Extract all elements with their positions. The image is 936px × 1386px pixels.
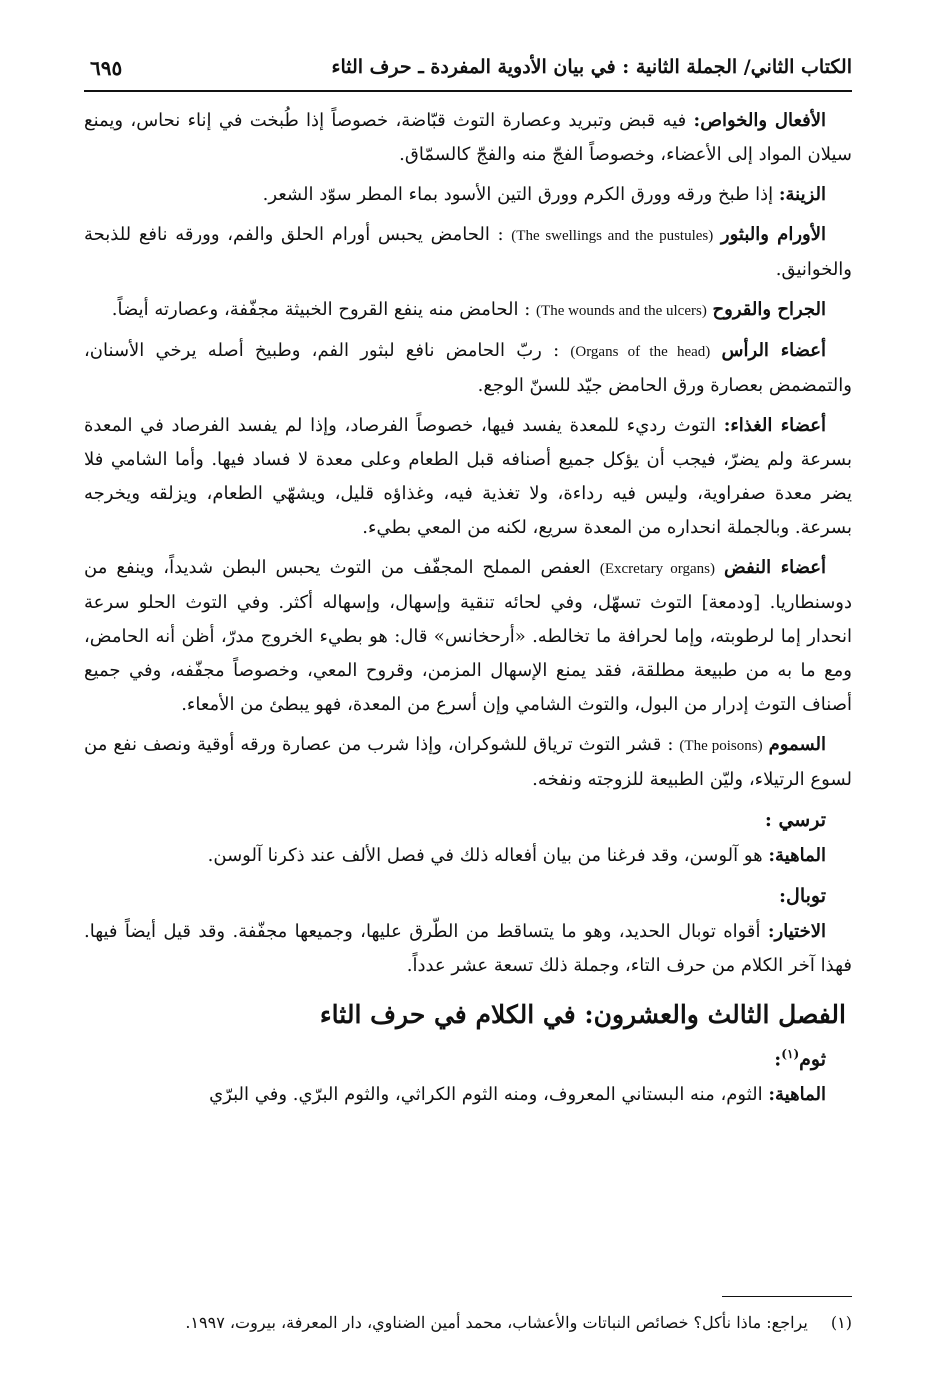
- paragraph-english-gloss: (Organs of the head): [570, 344, 711, 360]
- paragraph-text: : قشر التوث ترياق للشوكران، وإذا شرب من عصارة ورقه أوقية ونصف نفع من لسوع الرتيلاء، وليّن الطبيعة للزوجته ونفخه.: [84, 734, 852, 790]
- entry-heading-tarsi: ترسي :: [764, 809, 826, 831]
- paragraph-term: الأفعال والخواص:: [693, 110, 826, 131]
- footnote-text: يراجع: ماذا نأكل؟ خصائص النباتات والأعشاب، محمد أمين الضناوي، دار المعرفة، بيروت، ١٩٩٧.: [185, 1313, 808, 1332]
- paragraph-properties: [84, 104, 852, 172]
- paragraph-text: هو آلوسن، وقد فرغنا من بيان أفعاله ذلك في فصل الألف عند ذكرنا آلوسن.: [207, 845, 763, 866]
- paragraph-text: أقواه توبال الحديد، وهو ما يتساقط من الطّرق عليها، وجميعها مجفّفة. وقد قيل أيضاً فيها. فهذا آخر الكلام من حرف التاء، وجملة ذلك تسعة عشر عدداً.: [84, 921, 852, 976]
- paragraph-text: : الحامض يحبس أورام الحلق والفم، وورقه نافع للذبحة والخوانيق.: [84, 224, 852, 280]
- paragraph-excretory-organs: [84, 551, 852, 722]
- paragraph-english-gloss: (The wounds and the ulcers): [536, 303, 707, 319]
- book-page: [84, 48, 852, 1348]
- paragraph-wounds: [84, 293, 852, 328]
- paragraph-term: الاختيار:: [767, 921, 826, 942]
- page-header: [84, 48, 852, 92]
- entry-heading-suffix: :: [774, 1048, 782, 1071]
- entry-heading-text: ثوم: [799, 1048, 826, 1071]
- paragraph-term: الجراح والقروح: [712, 299, 826, 320]
- paragraph-adornment: [84, 178, 852, 212]
- entry-heading-thum: [84, 1037, 826, 1076]
- chapter-heading: الفصل الثالث والعشرون: في الكلام في حرف الثاء: [319, 1000, 846, 1029]
- paragraph-term: الماهية:: [768, 845, 826, 866]
- paragraph-tarsi-nature: [84, 839, 852, 873]
- paragraph-swellings: [84, 218, 852, 287]
- paragraph-text: فيه قبض وتبريد وعصارة التوث قبّاضة، خصوصاً إذا طُبخت في إناء نحاس، ويمنع سيلان المواد إلى الأعضاء، وخصوصاً الفجّ منه والفجّ كالسمّاق.: [84, 110, 852, 165]
- paragraph-head-organs: [84, 334, 852, 403]
- page-number: ٦٩٥: [90, 56, 123, 80]
- paragraph-text: الثوم، منه البستاني المعروف، ومنه الثوم الكراثي، والثوم البرّي. وفي البرّي: [209, 1084, 763, 1106]
- paragraph-text: : الحامض منه ينفع القروح الخبيثة مجفّفة، وعصارته أيضاً.: [111, 299, 531, 320]
- footnote: [84, 1310, 852, 1336]
- paragraph-term: الزينة:: [778, 184, 826, 205]
- paragraph-english-gloss: (Excretary organs): [599, 561, 715, 577]
- paragraph-thum-nature: [84, 1078, 852, 1112]
- paragraph-tubal-choice: [84, 915, 852, 983]
- footnote-number: (١): [830, 1313, 852, 1332]
- footnote-divider: [722, 1296, 852, 1297]
- paragraph-term: الأورام والبثور: [720, 224, 826, 245]
- page-body: [84, 104, 852, 1112]
- paragraph-term: الماهية:: [768, 1084, 826, 1106]
- paragraph-text: : ربّ الحامض نافع لبثور الفم، وطبيخ أصله يرخي الأسنان، والتمضمض بعصارة ورق الحامض جيّد للسنّ الوجع.: [84, 340, 852, 396]
- paragraph-term: السموم: [768, 734, 827, 755]
- paragraph-english-gloss: (The swellings and the pustules): [511, 228, 714, 244]
- paragraph-text: العفص المملح المجفّف من التوث يحبس البطن شديداً، وينفع من دوسنطاريا. [ودمعة] التوث تسهّل، وفي لحائه تنقية وإسهال، وإسهاله أكثر. وفي التوث الحلو سرعة انحدار إما لرطوبته، وإما لحرافة ما تخالطه. «أرحخانس» قال: هو بطيء الخروج مدرّ، أظن أنه الحامض، ومع ما به من طبيعة مطلقة، فقد يمنع الإسهال المزمن، وقروح المعي، وخصوصاً مجفّفه، وفي جميع أصناف التوث إدرار من البول، والتوث الشامي وإن أسرع من المعدة، فهو يبطئ من الأمعاء.: [84, 557, 852, 715]
- paragraph-text: التوث رديء للمعدة يفسد فيها، خصوصاً الفرصاد، وإذا لم يفسد الفرصاد في المعدة بسرعة ولم يضرّ، فيجب أن يؤكل جميع أصنافه قبل الطعام وعلى معدة لا فساد فيها. وأما الشامي فلا يضر معدة صفراوية، وليس فيه رداءة، ولا تغذية فيه، وغذاؤه قليل، ويشهّي الطعام، ويزلقه ويخرجه بسرعة. وبالجملة انحداره من المعدة سريع، لكنه من المعي بطيء.: [84, 415, 852, 538]
- paragraph-nutrition-organs: [84, 409, 852, 545]
- paragraph-text: إذا طبخ ورقه وورق الكرم وورق التين الأسود بماء المطر سوّد الشعر.: [262, 184, 774, 205]
- running-title: الكتاب الثاني/ الجملة الثانية : في بيان الأدوية المفردة ـ حرف الثاء: [331, 56, 852, 78]
- footnote-reference[interactable]: (١): [781, 1047, 800, 1061]
- paragraph-term: أعضاء النفض: [724, 557, 826, 578]
- paragraph-poisons: [84, 728, 852, 797]
- paragraph-term: أعضاء الغذاء:: [723, 415, 826, 436]
- paragraph-term: أعضاء الرأس: [721, 340, 827, 361]
- paragraph-english-gloss: (The poisons): [679, 738, 763, 754]
- entry-heading-tubal: توبال:: [779, 885, 826, 907]
